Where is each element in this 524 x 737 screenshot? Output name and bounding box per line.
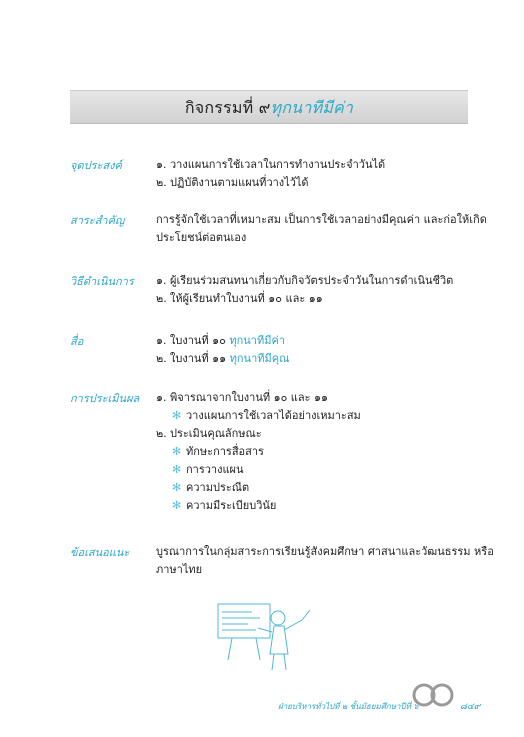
item-number: ๑.: [156, 274, 167, 287]
item-number: ๑.: [156, 391, 167, 404]
suggestion-line-2: ภาษาไทย: [156, 563, 203, 576]
item-text: ให้ผู้เรียนทำใบงานที่ ๑๐ และ ๑๑: [170, 292, 323, 305]
bullet-text: วางแผนการใช้เวลาได้อย่างเหมาะสม: [186, 409, 361, 422]
teacher-illustration: [212, 600, 322, 672]
activity-number: กิจกรรมที่ ๙: [184, 98, 271, 117]
list-item: [156, 332, 482, 350]
worksheet-title: ทุกนาทีมีค่า: [229, 334, 286, 347]
bullet-text: ความประณีต: [186, 481, 250, 494]
item-number: ๒.: [156, 352, 167, 365]
objective-label: จุดประสงค์: [70, 159, 122, 172]
media-label: สื่อ: [70, 335, 84, 348]
item-text: ผู้เรียนร่วมสนทนาเกี่ยวกับกิจวัตรประจำวันในการดำเนินชีวิต: [170, 274, 454, 287]
list-item: [156, 290, 482, 308]
list-item: [156, 389, 482, 407]
suggestion-line-1: บูรณาการในกลุ่มสาระการเรียนรู้สังคมศึกษา ศาสนาและวัฒนธรรม หรือ: [156, 545, 494, 558]
list-item: [156, 350, 482, 368]
item-number: ๒.: [156, 176, 167, 189]
activity-title: [70, 96, 468, 121]
bullet-item: [156, 443, 482, 461]
asterisk-icon: ✻: [172, 499, 182, 512]
procedure-content: [156, 272, 482, 308]
suggestion-label: ข้อเสนอแนะ: [70, 546, 130, 559]
item-text: ใบงานที่ ๑๐: [170, 334, 230, 347]
evaluation-content: [156, 389, 482, 515]
item-text: ใบงานที่ ๑๑: [170, 352, 230, 365]
bullet-item: [156, 407, 482, 425]
bullet-text: การวางแผน: [186, 463, 244, 476]
evaluation-label: การประเมินผล: [70, 392, 140, 405]
item-text: ประเมินคุณลักษณะ: [170, 427, 262, 440]
bullet-text: ความมีระเบียบวินัย: [186, 499, 277, 512]
item-number: ๒.: [156, 427, 167, 440]
item-text: ปฏิบัติงานตามแผนที่วางไว้ได้: [170, 176, 309, 189]
essence-content: [156, 211, 487, 247]
essence-line-1: การรู้จักใช้เวลาที่เหมาะสม เป็นการใช้เวลาอย่างมีคุณค่า และก่อให้เกิด: [156, 213, 487, 226]
item-number: ๒.: [156, 292, 167, 305]
activity-name: ทุกนาทีมีค่า: [270, 98, 354, 117]
list-item: [156, 174, 482, 192]
list-item: [156, 425, 482, 443]
list-item: [156, 156, 482, 174]
worksheet-title: ทุกนาทีมีคุณ: [229, 352, 290, 365]
procedure-label: วิธีดำเนินการ: [70, 275, 134, 288]
essence-line-2: ประโยชน์ต่อตนเอง: [156, 231, 247, 244]
page-number: ๘๔๙: [460, 702, 481, 712]
series-logo: [408, 680, 458, 710]
asterisk-icon: ✻: [172, 409, 182, 422]
suggestion-content: [156, 543, 494, 579]
activity-banner: [70, 90, 468, 124]
item-number: ๑.: [156, 334, 167, 347]
item-text: พิจารณาจากใบงานที่ ๑๐ และ ๑๑: [170, 391, 329, 404]
objective-content: [156, 156, 482, 192]
bullet-text: ทักษะการสื่อสาร: [186, 445, 264, 458]
footer-text: ฝ่ายบริหารทั่วไปที่ ๒ ชั้นมัธยมศึกษาปีที่ ๖: [278, 702, 419, 711]
asterisk-icon: ✻: [172, 445, 182, 458]
list-item: [156, 272, 482, 290]
asterisk-icon: ✻: [172, 481, 182, 494]
bullet-item: [156, 461, 482, 479]
item-text: วางแผนการใช้เวลาในการทำงานประจำวันได้: [170, 158, 386, 171]
item-number: ๑.: [156, 158, 167, 171]
bullet-item: [156, 497, 482, 515]
essence-label: สาระสำคัญ: [70, 214, 125, 227]
asterisk-icon: ✻: [172, 463, 182, 476]
bullet-item: [156, 479, 482, 497]
media-content: [156, 332, 482, 368]
